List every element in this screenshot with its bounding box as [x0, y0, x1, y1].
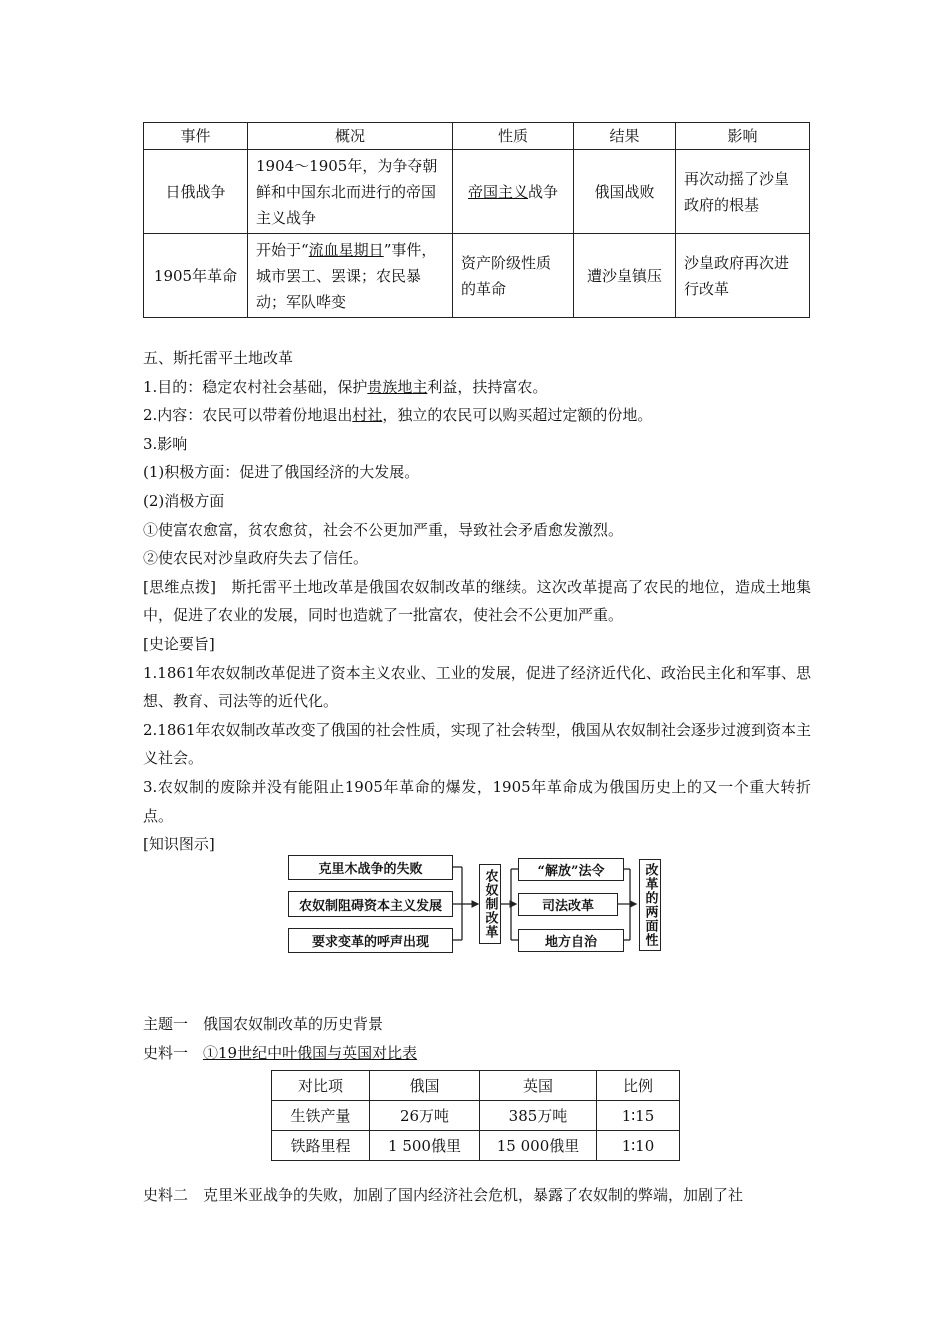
measure-emancipation: “解放”法令: [518, 858, 624, 881]
impact-negative: (2)消极方面: [143, 491, 225, 510]
cell-britain: 385万吨: [480, 1101, 597, 1131]
section-five: [143, 344, 811, 859]
thinking-note: [思维点拨] 斯托雷平土地改革是俄国农奴制改革的继续。这次改革提高了农民的地位，造成土地集中，促进了农业的发展，同时也造就了一批富农，使社会不公更加严重。: [143, 577, 811, 625]
cell-russia: 1 500俄里: [370, 1131, 480, 1161]
source-label: 史料一: [143, 1043, 204, 1062]
result-label: 改革的两面性: [642, 863, 658, 947]
cell-result: 遭沙皇镇压: [574, 234, 676, 318]
cell-event: 1905年革命: [144, 234, 248, 318]
text-span: 2.内容：农民可以带着份地退出: [143, 406, 353, 425]
cell-event: 日俄战争: [144, 150, 248, 234]
center-serf-reform: [479, 864, 501, 944]
impact-negative-2: ②使农民对沙皇政府失去了信任。: [143, 549, 369, 568]
item-impact: 3.影响: [143, 434, 188, 453]
source-one-caption: ①19世纪中叶俄国与英国对比表: [203, 1043, 418, 1062]
topic-one: [143, 1010, 811, 1067]
cell-nature: 资产阶级性质的革命: [453, 234, 574, 318]
table-row: [272, 1101, 680, 1131]
header-overview: 概况: [248, 123, 453, 150]
cell-item: 生铁产量: [272, 1101, 370, 1131]
header-ratio: 比例: [597, 1071, 680, 1101]
history-point-2: 2.1861年农奴制改革改变了俄国的社会性质，实现了社会转型，俄国从农奴制社会逐步过渡到资本主义社会。: [143, 720, 811, 768]
underlined-term: 贵族地主: [367, 377, 428, 396]
header-result: 结果: [574, 123, 676, 150]
header-item: 对比项: [272, 1071, 370, 1101]
text-span: ，独立的农民可以购买超过定额的份地。: [382, 406, 653, 425]
table-row: [144, 150, 810, 234]
cell-text: ”事件，城市罢工、罢课；农民暴动；军队哗变: [256, 240, 437, 311]
knowledge-diagram: [285, 850, 665, 955]
cell-result: 俄国战败: [574, 150, 676, 234]
header-russia: 俄国: [370, 1071, 480, 1101]
measure-local-autonomy: 地方自治: [518, 929, 624, 952]
source-two-text: 史料二 克里米亚战争的失败，加剧了国内经济社会危机，暴露了农奴制的弊端，加剧了社: [143, 1186, 744, 1204]
cause-demand-reform: 要求变革的呼声出现: [288, 928, 453, 953]
cause-serfdom-obstacle: 农奴制阻碍资本主义发展: [288, 891, 453, 917]
cell-impact: 沙皇政府再次进行改革: [676, 234, 810, 318]
cell-impact: 再次动摇了沙皇政府的根基: [676, 150, 810, 234]
cell-nature: [453, 150, 574, 234]
underlined-term: 流血星期日: [308, 240, 384, 259]
history-point-1: 1.1861年农奴制改革促进了资本主义农业、工业的发展，促进了经济近代化、政治民主化和军事、思想、教育、司法等的近代化。: [143, 663, 811, 711]
section-title: 五、斯托雷平土地改革: [143, 349, 294, 367]
history-point-3: 3.农奴制的废除并没有能阻止1905年革命的爆发，1905年革命成为俄国历史上的又一个重大转折点。: [143, 777, 811, 825]
center-label: 农奴制改革: [482, 869, 498, 939]
text-span: 1.目的：稳定农村社会基础，保护: [143, 377, 368, 396]
text-span: 利益，扶持富农。: [427, 377, 548, 396]
measure-judicial: 司法改革: [518, 893, 618, 916]
cell-overview: [248, 234, 453, 318]
table-header-row: [144, 123, 810, 150]
cell-ratio: 1∶15: [597, 1101, 680, 1131]
impact-negative-1: ①使富农愈富，贫农愈贫，社会不公更加严重，导致社会矛盾愈发激烈。: [143, 520, 624, 539]
underlined-term: 村社: [352, 406, 383, 425]
knowledge-title: [知识图示]: [143, 835, 215, 854]
header-nature: 性质: [453, 123, 574, 150]
cell-overview: 1904～1905年，为争夺朝鲜和中国东北而进行的帝国主义战争: [248, 150, 453, 234]
comparison-table: [271, 1070, 680, 1161]
cell-britain: 15 000俄里: [480, 1131, 597, 1161]
cell-ratio: 1∶10: [597, 1131, 680, 1161]
history-title: [史论要旨]: [143, 634, 215, 653]
cell-text: 开始于“: [256, 240, 309, 259]
underlined-term: 帝国主义: [467, 182, 528, 201]
header-event: 事件: [144, 123, 248, 150]
events-table: [143, 122, 810, 318]
header-impact: 影响: [676, 123, 810, 150]
item-content: [143, 401, 811, 430]
cell-russia: 26万吨: [370, 1101, 480, 1131]
table-header-row: [272, 1071, 680, 1101]
table-row: [272, 1131, 680, 1161]
table-row: [144, 234, 810, 318]
impact-positive: (1)积极方面：促进了俄国经济的大发展。: [143, 463, 420, 482]
topic-title: 主题一 俄国农奴制改革的历史背景: [143, 1015, 384, 1033]
cause-crimean-war: 克里木战争的失败: [288, 855, 453, 880]
source-two: [143, 1181, 811, 1210]
cell-text: 战争: [528, 182, 559, 201]
result-two-sides: [639, 859, 661, 951]
source-one: [143, 1039, 811, 1068]
item-purpose: [143, 373, 811, 402]
cell-item: 铁路里程: [272, 1131, 370, 1161]
header-britain: 英国: [480, 1071, 597, 1101]
